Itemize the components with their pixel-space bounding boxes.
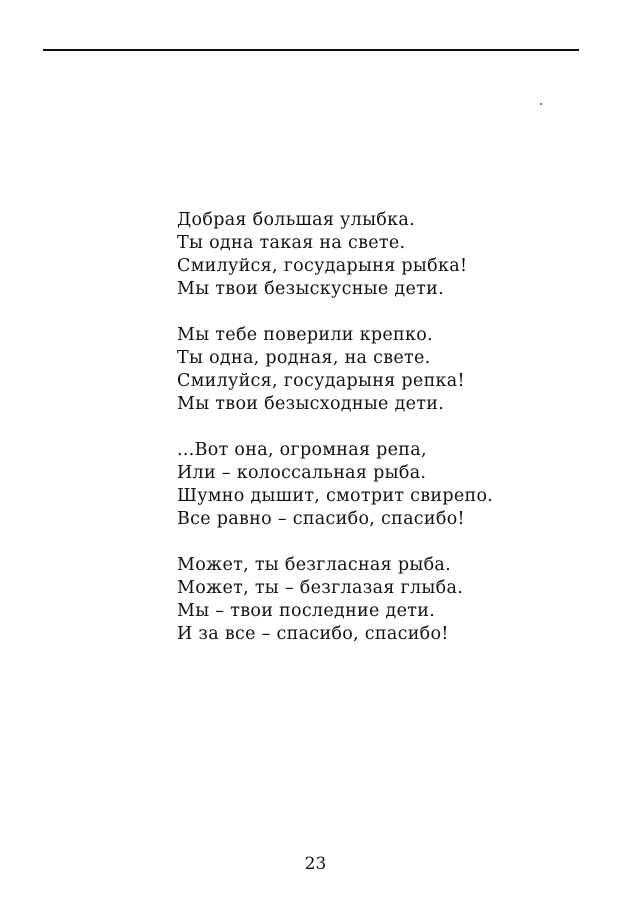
poem-line: Может, ты – безглазая глыба. — [177, 578, 464, 598]
poem-line: Ты одна такая на свете. — [177, 233, 406, 253]
scan-speck — [540, 103, 542, 105]
poem-line: Мы твои безысходные дети. — [177, 394, 445, 414]
header-rule — [43, 49, 579, 51]
page-number: 23 — [304, 854, 327, 874]
poem-line: Или – колоссальная рыба. — [177, 463, 427, 483]
poem-line: Все равно – спасибо, спасибо! — [177, 509, 465, 529]
stanza-3 — [177, 439, 597, 531]
poem-line: Может, ты безгласная рыба. — [177, 555, 452, 575]
poem-line: Добрая большая улыбка. — [177, 210, 415, 230]
poem-line: Ты одна, родная, на свете. — [177, 348, 431, 368]
poem-line: И за все – спасибо, спасибо! — [177, 624, 449, 644]
poem-line: Смилуйся, государыня репка! — [177, 371, 465, 391]
poem-line: Мы тебе поверили крепко. — [177, 325, 433, 345]
stanza-4 — [177, 554, 597, 646]
poem-line: Мы – твои последние дети. — [177, 601, 436, 621]
poem — [177, 209, 597, 669]
poem-line: Мы твои безыскусные дети. — [177, 279, 444, 299]
stanza-1 — [177, 209, 597, 301]
poem-line: Шумно дышит, смотрит свирепо. — [177, 486, 494, 506]
poem-line: ...Вот она, огромная репа, — [177, 440, 427, 460]
stanza-2 — [177, 324, 597, 416]
poem-line: Смилуйся, государыня рыбка! — [177, 256, 468, 276]
